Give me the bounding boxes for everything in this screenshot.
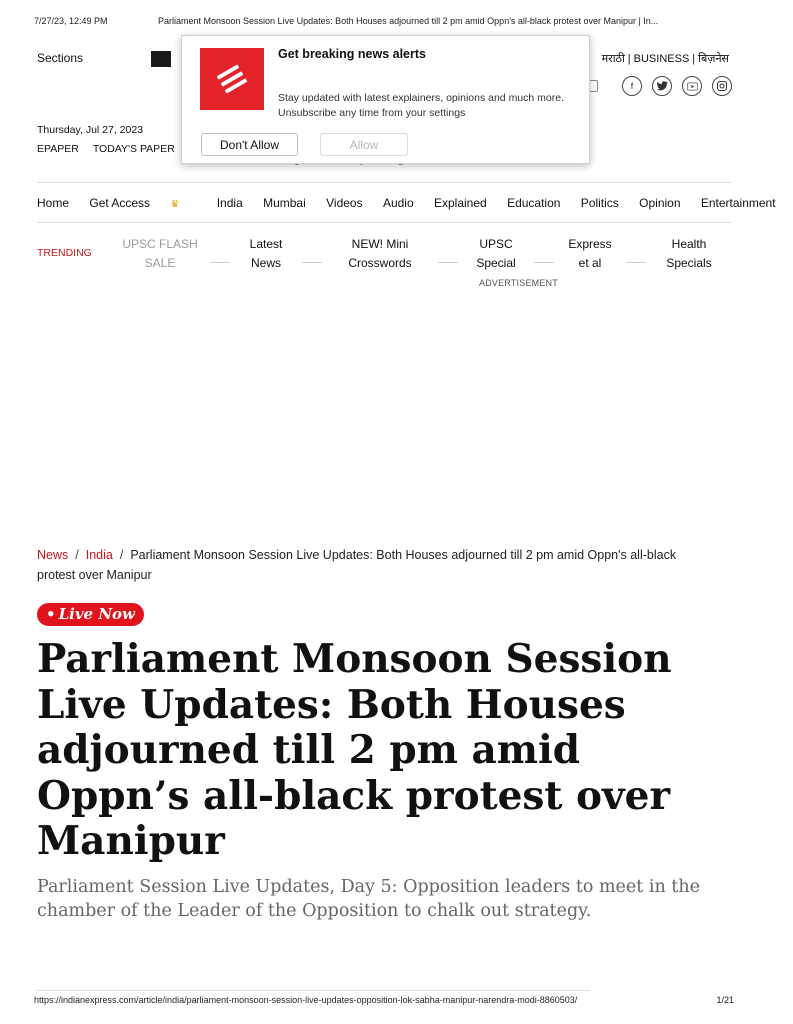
trending-item-express-et-al[interactable] xyxy=(562,235,618,273)
nav-item-opinion[interactable]: Opinion xyxy=(639,196,681,210)
breadcrumb-separator: / xyxy=(75,548,79,562)
trending-item-line: Specials xyxy=(666,256,712,270)
trending-item-line: UPSC FLASH xyxy=(122,237,198,251)
print-header xyxy=(34,16,734,30)
trending-separator xyxy=(302,262,322,263)
breadcrumb-current: Parliament Monsoon Session Live Updates: Both Houses adjourned till 2 pm amid Oppn's all-black protest over Manipur xyxy=(37,548,677,582)
site-logo[interactable] xyxy=(151,51,171,67)
trending-item-health-specials[interactable] xyxy=(660,235,718,273)
youtube-icon[interactable] xyxy=(682,76,702,96)
trending-separator xyxy=(438,262,458,263)
nav-item-india[interactable]: India xyxy=(216,196,243,210)
trending-separator xyxy=(626,262,646,263)
trending-item-upsc-special[interactable] xyxy=(468,235,524,273)
breadcrumb xyxy=(37,545,707,585)
trending-item-upsc-flash-sale[interactable] xyxy=(118,235,202,273)
twitter-icon[interactable] xyxy=(652,76,672,96)
nav-item-audio[interactable]: Audio xyxy=(382,196,414,210)
popup-title: Get breaking news alerts xyxy=(278,47,426,61)
nav-divider-top xyxy=(37,182,732,183)
instagram-icon[interactable] xyxy=(712,76,732,96)
trending-item-line: et al xyxy=(578,256,602,270)
advertisement-label: ADVERTISEMENT xyxy=(479,278,558,288)
trending-item-line: NEW! Mini xyxy=(351,237,409,251)
live-now-badge xyxy=(37,603,144,626)
trending-item-line: News xyxy=(250,256,281,270)
nav-divider-bottom xyxy=(37,222,732,223)
page-number: 1/21 xyxy=(716,995,734,1005)
print-datetime: 7/27/23, 12:49 PM xyxy=(34,16,108,26)
print-url: https://indianexpress.com/article/india/parliament-monsoon-session-live-updates-opposition-lok-sabha-manipur-narendra-modi-8860503/ xyxy=(34,995,578,1005)
trending-item-line: Health xyxy=(671,237,707,251)
dont-allow-button[interactable]: Don't Allow xyxy=(201,133,298,156)
live-dot-icon: • xyxy=(46,605,56,623)
nav-item-videos[interactable]: Videos xyxy=(326,196,363,210)
trending-item-line: Crosswords xyxy=(348,256,412,270)
main-nav xyxy=(37,196,776,216)
trending-item-line: Special xyxy=(476,256,516,270)
trending-item-line: Express xyxy=(568,237,612,251)
trending-item-line: Latest xyxy=(249,237,283,251)
breadcrumb-news[interactable]: News xyxy=(37,548,69,562)
trending-label: TRENDING xyxy=(37,247,92,259)
paper-links xyxy=(37,143,175,155)
current-date: Thursday, Jul 27, 2023 xyxy=(37,124,144,136)
allow-button[interactable]: Allow xyxy=(320,133,408,156)
nav-item-education[interactable]: Education xyxy=(507,196,561,210)
epaper-link[interactable]: EPAPER xyxy=(37,143,79,155)
trending-separator xyxy=(534,262,554,263)
breadcrumb-separator: / xyxy=(119,548,124,562)
print-title: Parliament Monsoon Session Live Updates: Both Houses adjourned till 2 pm amid Oppn's all-black protest over Manipur | In... xyxy=(158,16,659,26)
trending-item-line: SALE xyxy=(144,256,176,270)
popup-description: Stay updated with latest explainers, opinions and much more. Unsubscribe any time from your settings xyxy=(278,92,564,119)
nav-item-entertainment[interactable]: Entertainment xyxy=(700,196,776,210)
crown-icon: ♛ xyxy=(170,199,180,210)
article-headline: Parliament Monsoon Session Live Updates: Both Houses adjourned till 2 pm amid Oppn’s all-black protest over Manipur xyxy=(37,636,672,864)
indian-express-logo-icon xyxy=(200,48,264,110)
trending-item-mini-crosswords[interactable] xyxy=(340,235,420,273)
nav-item-get-access-label: Get Access xyxy=(89,196,151,210)
nav-item-politics[interactable]: Politics xyxy=(580,196,619,210)
trending-item-latest-news[interactable] xyxy=(240,235,292,273)
language-links: मराठी | BUSINESS | बिज़नेस xyxy=(601,53,729,65)
breadcrumb-india[interactable]: India xyxy=(85,548,113,562)
trending-separator xyxy=(210,262,230,263)
nav-item-home[interactable]: Home xyxy=(37,196,70,210)
footer-divider xyxy=(35,990,590,991)
nav-item-mumbai[interactable]: Mumbai xyxy=(263,196,306,210)
lang-link-business[interactable]: BUSINESS xyxy=(633,53,690,65)
lang-link-marathi[interactable]: मराठी xyxy=(601,53,625,65)
nav-item-explained[interactable]: Explained xyxy=(434,196,487,210)
live-now-label: Live Now xyxy=(58,605,135,623)
social-links xyxy=(622,76,732,96)
nav-item-get-access[interactable] xyxy=(89,196,196,210)
lang-link-hindi-business[interactable]: बिज़नेस xyxy=(698,53,729,65)
todays-paper-link[interactable]: TODAY'S PAPER xyxy=(92,143,175,155)
facebook-icon[interactable]: f xyxy=(622,76,642,96)
sections-menu-button[interactable]: Sections xyxy=(37,51,84,65)
article-subheadline: Parliament Session Live Updates, Day 5: Opposition leaders to meet in the chamber of the Leader of the Opposition to chalk out strategy. xyxy=(37,877,700,921)
notification-prompt xyxy=(181,35,590,164)
trending-item-line: UPSC xyxy=(479,237,513,251)
